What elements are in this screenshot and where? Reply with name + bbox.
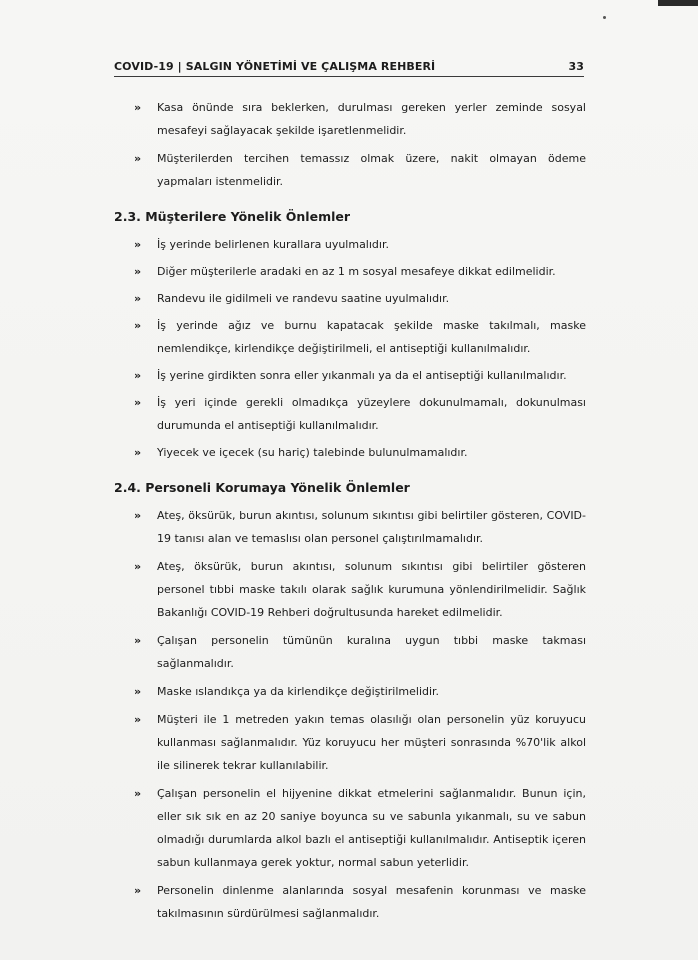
item-text: İş yeri içinde gerekli olmadıkça yüzeylere dokunulmamalı, dokunulması durumunda el antiseptiği kullanılmalıdır. bbox=[157, 396, 586, 432]
list-item bbox=[114, 364, 586, 387]
item-text: İş yerinde ağız ve burnu kapatacak şekilde maske takılmalı, maske nemlendikçe, kirlendikçe değiştirilmeli, el antiseptiği kullanılmalıdır. bbox=[157, 319, 586, 355]
bullet-icon: » bbox=[134, 787, 142, 800]
section-2-4-list bbox=[114, 504, 586, 925]
bullet-icon: » bbox=[134, 101, 142, 114]
item-text: Müşterilerden tercihen temassız olmak üzere, nakit olmayan ödeme yapmaları istenmelidir. bbox=[157, 152, 586, 188]
bullet-icon: » bbox=[134, 634, 142, 647]
list-item bbox=[114, 555, 586, 624]
section-heading-2-4: 2.4. Personeli Korumaya Yönelik Önlemler bbox=[114, 480, 410, 495]
item-text: Diğer müşterilerle aradaki en az 1 m sosyal mesafeye dikkat edilmelidir. bbox=[157, 265, 556, 278]
list-item bbox=[114, 782, 586, 874]
item-text: Randevu ile gidilmeli ve randevu saatine uyulmalıdır. bbox=[157, 292, 450, 305]
item-text: Çalışan personelin tümünün kuralına uygun tıbbi maske takması sağlanmalıdır. bbox=[157, 634, 586, 670]
item-text: İş yerine girdikten sonra eller yıkanmalı ya da el antiseptiği kullanılmalıdır. bbox=[157, 369, 567, 382]
header-divider bbox=[114, 76, 584, 77]
list-item bbox=[114, 147, 586, 193]
page-content bbox=[114, 96, 586, 930]
list-item bbox=[114, 260, 586, 283]
list-item bbox=[114, 879, 586, 925]
list-item bbox=[114, 314, 586, 360]
bullet-icon: » bbox=[134, 685, 142, 698]
list-item bbox=[114, 96, 586, 142]
bullet-icon: » bbox=[134, 292, 142, 305]
scan-speck bbox=[603, 16, 606, 19]
list-item bbox=[114, 680, 586, 703]
scan-edge-mark bbox=[658, 0, 698, 6]
bullet-icon: » bbox=[134, 713, 142, 726]
bullet-icon: » bbox=[134, 238, 142, 251]
page-header bbox=[114, 60, 584, 73]
bullet-icon: » bbox=[134, 369, 142, 382]
page-number: 33 bbox=[568, 60, 584, 73]
list-item bbox=[114, 441, 586, 464]
bullet-icon: » bbox=[134, 509, 142, 522]
intro-list bbox=[114, 96, 586, 193]
bullet-icon: » bbox=[134, 265, 142, 278]
item-text: Personelin dinlenme alanlarında sosyal mesafenin korunması ve maske takılmasının sürdürülmesi sağlanmalıdır. bbox=[157, 884, 586, 920]
list-item bbox=[114, 233, 586, 256]
list-item bbox=[114, 391, 586, 437]
list-item bbox=[114, 504, 586, 550]
bullet-icon: » bbox=[134, 152, 142, 165]
section-heading-2-3: 2.3. Müşterilere Yönelik Önlemler bbox=[114, 209, 351, 224]
bullet-icon: » bbox=[134, 560, 142, 573]
item-text: Maske ıslandıkça ya da kirlendikçe değiştirilmelidir. bbox=[157, 685, 440, 698]
section-2-3-list bbox=[114, 233, 586, 464]
item-text: Müşteri ile 1 metreden yakın temas olasılığı olan personelin yüz koruyucu kullanması sağlanmalıdır. Yüz koruyucu her müşteri sonrasında %70'lik alkol ile silinerek tekrar kullanılabilir. bbox=[157, 713, 586, 772]
item-text: İş yerinde belirlenen kurallara uyulmalıdır. bbox=[157, 238, 389, 251]
list-item bbox=[114, 708, 586, 777]
bullet-icon: » bbox=[134, 884, 142, 897]
bullet-icon: » bbox=[134, 319, 142, 332]
list-item bbox=[114, 629, 586, 675]
header-title: COVID-19 | SALGIN YÖNETİMİ VE ÇALIŞMA REHBERİ bbox=[114, 60, 436, 73]
item-text: Kasa önünde sıra beklerken, durulması gereken yerler zeminde sosyal mesafeyi sağlayacak şekilde işaretlenmelidir. bbox=[157, 101, 586, 137]
item-text: Yiyecek ve içecek (su hariç) talebinde bulunulmamalıdır. bbox=[157, 446, 468, 459]
bullet-icon: » bbox=[134, 446, 142, 459]
bullet-icon: » bbox=[134, 396, 142, 409]
item-text: Çalışan personelin el hijyenine dikkat etmelerini sağlanmalıdır. Bunun için, eller sık sık en az 20 saniye boyunca su ve sabunla yıkanmalı, su ve sabun olmadığı durumlarda alkol bazlı el antiseptiği kullanılmalıdır. Antiseptik içeren sabun kullanmaya gerek yoktur, normal sabun yeterlidir. bbox=[157, 787, 586, 869]
list-item bbox=[114, 287, 586, 310]
item-text: Ateş, öksürük, burun akıntısı, solunum sıkıntısı gibi belirtiler gösteren, COVID-19 tanısı alan ve temaslısı olan personel çalıştırılmamalıdır. bbox=[157, 509, 586, 545]
item-text: Ateş, öksürük, burun akıntısı, solunum sıkıntısı gibi belirtiler gösteren personel tıbbi maske takılı olarak sağlık kurumuna yönlendirilmelidir. Sağlık Bakanlığı COVID-19 Rehberi doğrultusunda hareket edilmelidir. bbox=[157, 560, 586, 619]
